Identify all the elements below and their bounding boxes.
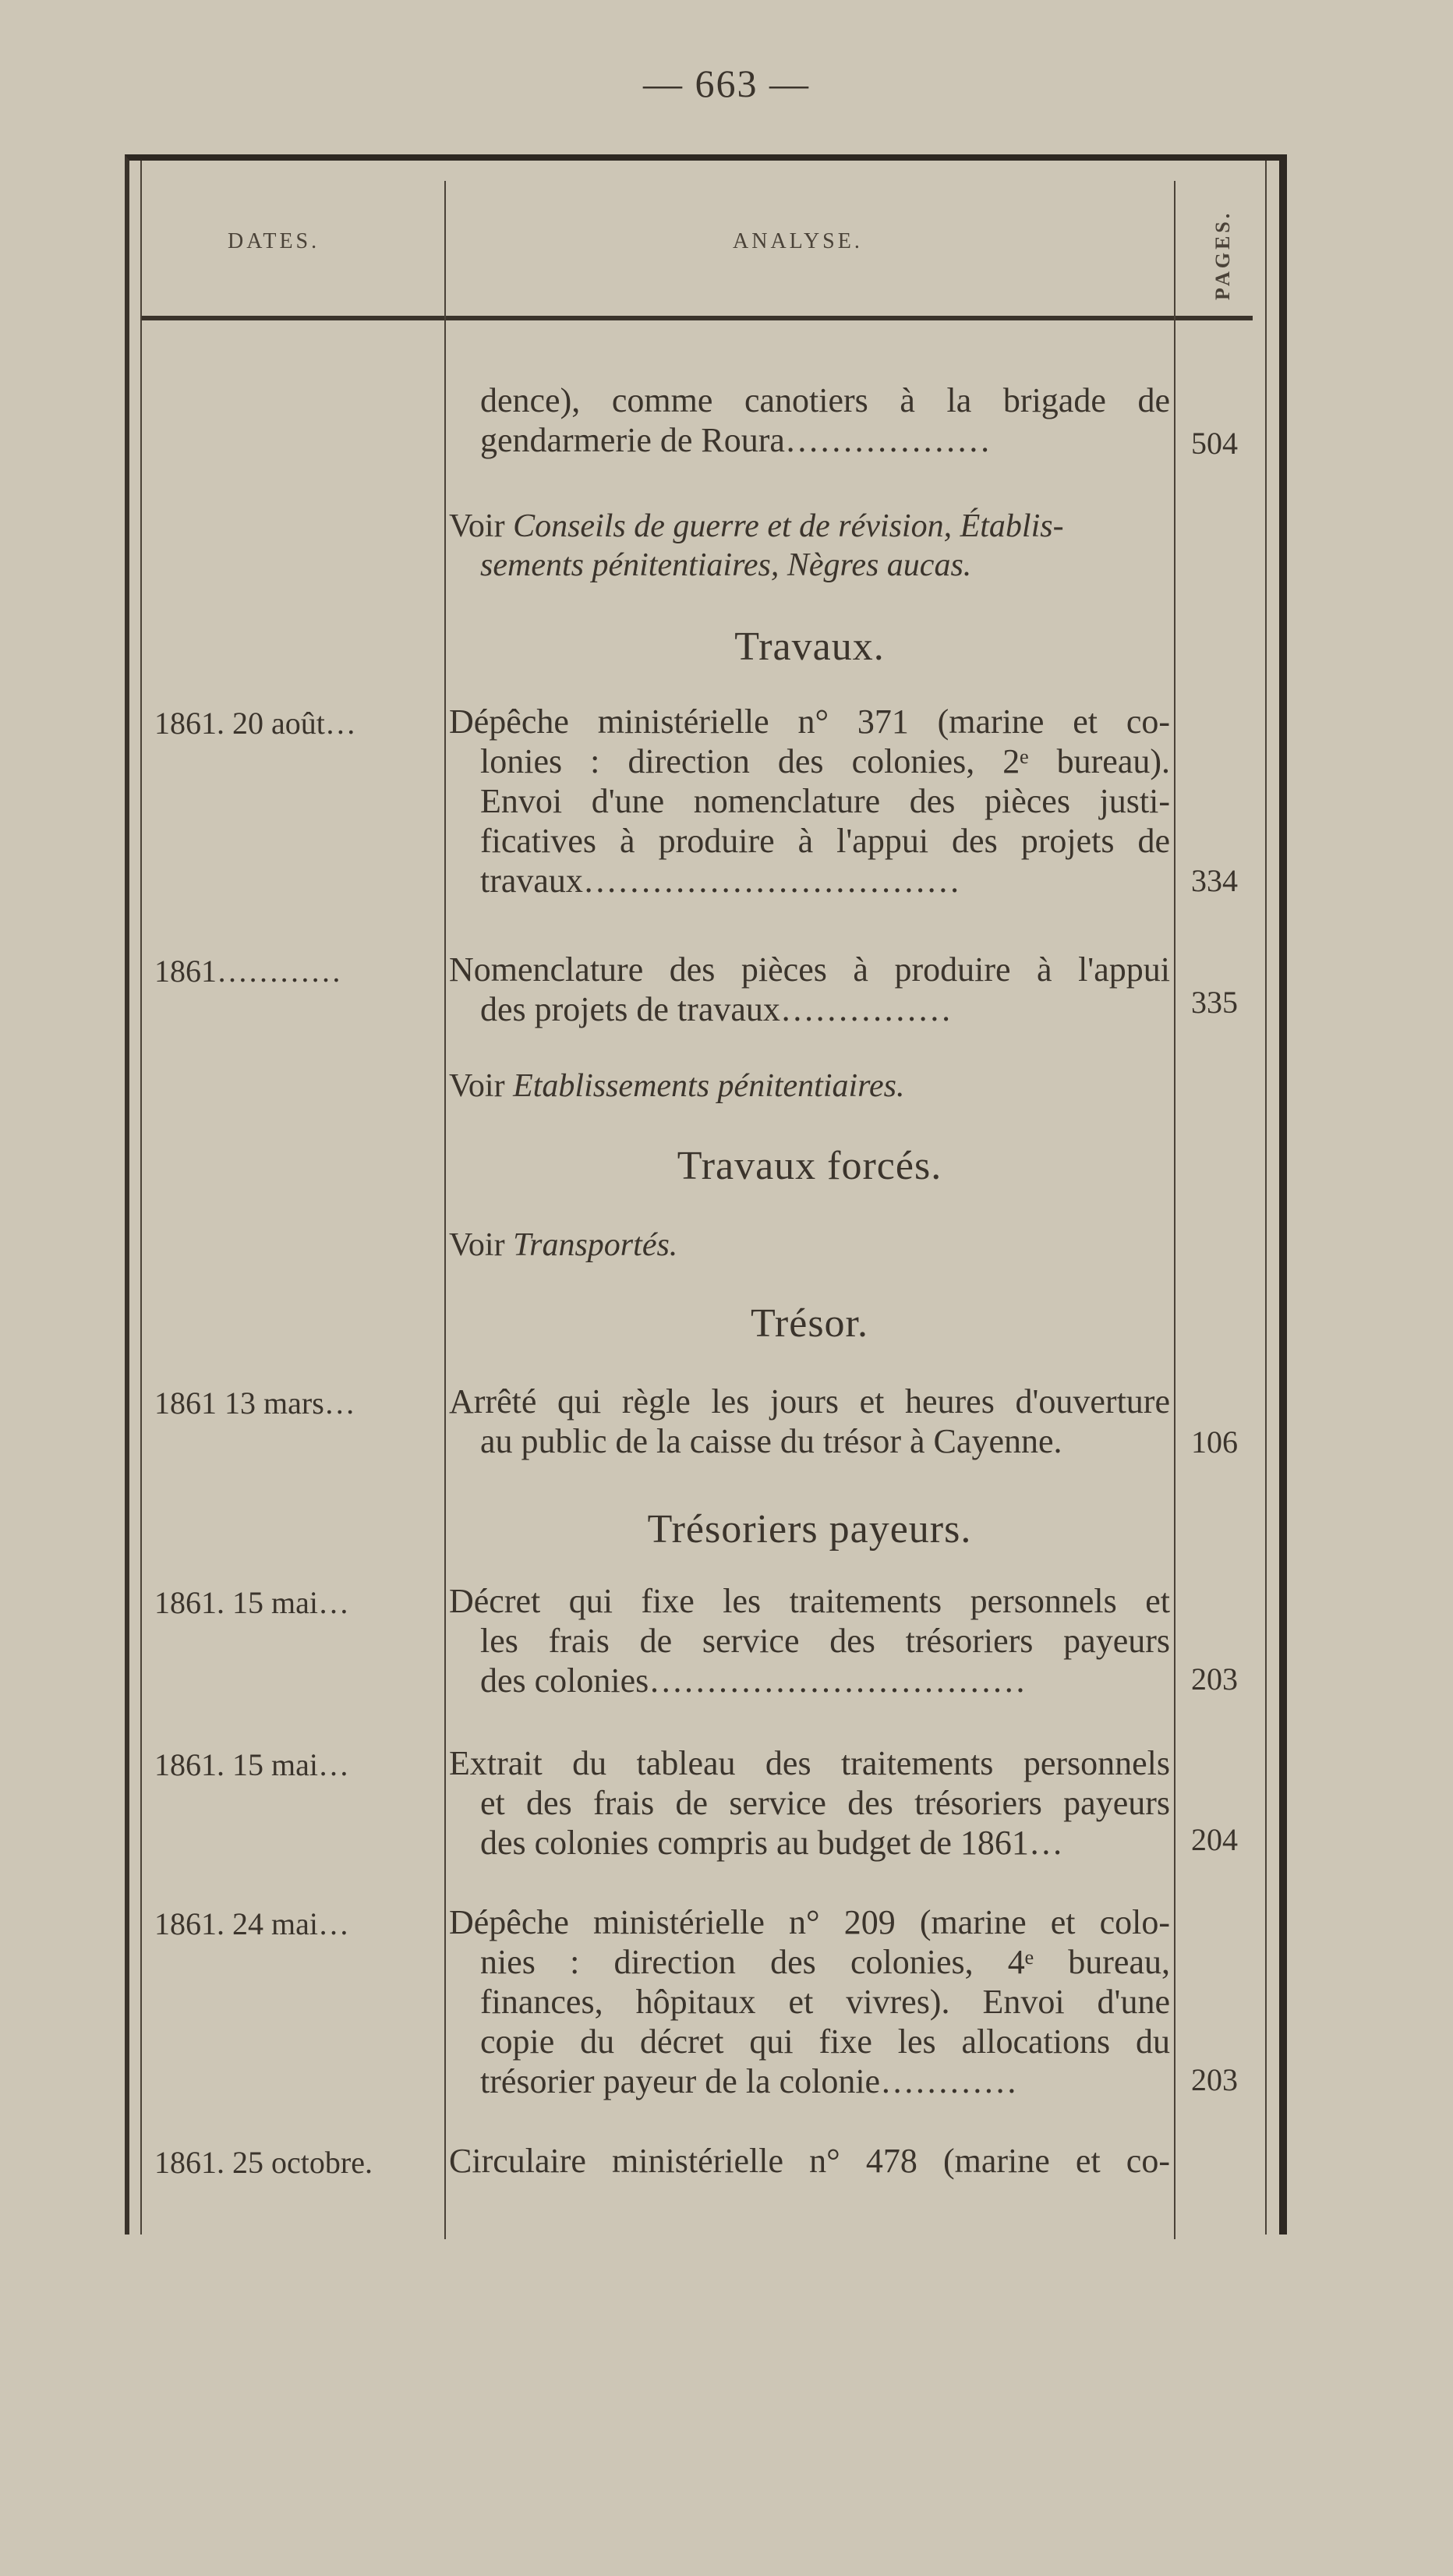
see-also-prefix: Voir xyxy=(449,508,505,544)
entry-date: 1861. 15 mai… xyxy=(154,1585,349,1620)
section-heading: Trésoriers payeurs. xyxy=(647,1507,972,1552)
page-reference: 504 xyxy=(1191,426,1238,461)
analysis-line: Dépêche ministérielle n° 209 (marine et colo- xyxy=(449,1903,1170,1941)
entry-continuation xyxy=(449,380,1170,460)
section-heading: Travaux forcés. xyxy=(677,1144,942,1188)
analysis-line: Envoi d'une nomenclature des pièces justi- xyxy=(480,782,1170,820)
entry-analysis xyxy=(449,702,1170,901)
entry-analysis xyxy=(449,2141,1170,2181)
analysis-line: finances, hôpitaux et vivres). Envoi d'une xyxy=(480,1983,1170,2021)
entry-analysis xyxy=(449,950,1170,1029)
see-also-prefix: Voir xyxy=(449,1068,505,1104)
see-also xyxy=(449,507,1170,585)
analysis-line: Extrait du tableau des traitements personnels xyxy=(449,1744,1170,1782)
header-rule xyxy=(142,316,1253,320)
analysis-line: des colonies compris au budget de 1861… xyxy=(480,1824,1063,1862)
analysis-line: Arrêté qui règle les jours et heures d'ouverture xyxy=(449,1382,1170,1421)
analysis-line: lonies : direction des colonies, 2ᵉ bureau). xyxy=(480,742,1170,780)
entry-date: 1861 13 mars… xyxy=(154,1385,355,1421)
entry-date: 1861………… xyxy=(154,954,341,989)
entry-analysis xyxy=(449,1743,1170,1863)
entry-date: 1861. 15 mai… xyxy=(154,1747,349,1782)
analysis-line: Décret qui fixe les traitements personnels et xyxy=(449,1582,1170,1620)
analysis-line: Dépêche ministérielle n° 371 (marine et co- xyxy=(449,702,1170,741)
entry-date: 1861. 24 mai… xyxy=(154,1906,349,1941)
see-also xyxy=(449,1067,1170,1106)
page-reference: 335 xyxy=(1191,985,1238,1020)
entry-date: 1861. 25 octobre. xyxy=(154,2145,373,2180)
analysis-line: des colonies…………………………… xyxy=(480,1661,1027,1700)
analysis-line: les frais de service des trésoriers payeurs xyxy=(480,1622,1170,1660)
frame-inner-right-rule xyxy=(1265,161,1267,2235)
page-reference: 204 xyxy=(1191,1822,1238,1857)
column-separator-dates xyxy=(444,181,446,2239)
page-reference: 334 xyxy=(1191,863,1238,898)
see-also-prefix: Voir xyxy=(449,1227,505,1263)
page-reference: 106 xyxy=(1191,1424,1238,1460)
analysis-line: ficatives à produire à l'appui des projets de xyxy=(480,822,1170,860)
page-reference: 203 xyxy=(1191,2062,1238,2097)
header-pages: PAGES. xyxy=(1211,210,1234,300)
see-also-text: Transportés. xyxy=(513,1227,678,1263)
analysis-line: copie du décret qui fixe les allocations du xyxy=(480,2022,1170,2061)
entry-analysis xyxy=(449,1581,1170,1700)
analysis-line: gendarmerie de Roura……………… xyxy=(480,421,991,459)
analysis-line: nies : direction des colonies, 4ᵉ bureau, xyxy=(480,1943,1170,1981)
page-number: — 663 — xyxy=(643,62,810,105)
analysis-line: dence), comme canotiers à la brigade de xyxy=(480,381,1170,419)
column-separator-pages xyxy=(1174,181,1175,2239)
entry-analysis xyxy=(449,1382,1170,1461)
header-analyse: ANALYSE. xyxy=(733,229,863,253)
section-heading: Trésor. xyxy=(750,1301,868,1346)
analysis-line: Nomenclature des pièces à produire à l'appui xyxy=(449,950,1170,989)
header-dates: DATES. xyxy=(228,229,320,253)
section-heading: Travaux. xyxy=(734,625,885,669)
page-reference: 203 xyxy=(1191,1661,1238,1697)
analysis-line: travaux…………………………… xyxy=(480,862,960,900)
analysis-line: et des frais de service des trésoriers payeurs xyxy=(480,1784,1170,1822)
entry-analysis xyxy=(449,1902,1170,2101)
see-also-text: Conseils de guerre et de révision, Établis- xyxy=(513,508,1064,544)
see-also xyxy=(449,1226,1170,1265)
analysis-line: Circulaire ministérielle n° 478 (marine et co- xyxy=(449,2142,1170,2180)
frame-inner-left-rule xyxy=(140,161,142,2235)
analysis-line: au public de la caisse du trésor à Cayenne. xyxy=(480,1422,1062,1460)
analysis-line: des projets de travaux…………… xyxy=(480,990,952,1028)
entry-date: 1861. 20 août… xyxy=(154,706,356,741)
analysis-line: trésorier payeur de la colonie………… xyxy=(480,2062,1018,2100)
see-also-text: Etablissements pénitentiaires. xyxy=(513,1068,905,1104)
see-also-text: sements pénitentiaires, Nègres aucas. xyxy=(480,547,972,583)
